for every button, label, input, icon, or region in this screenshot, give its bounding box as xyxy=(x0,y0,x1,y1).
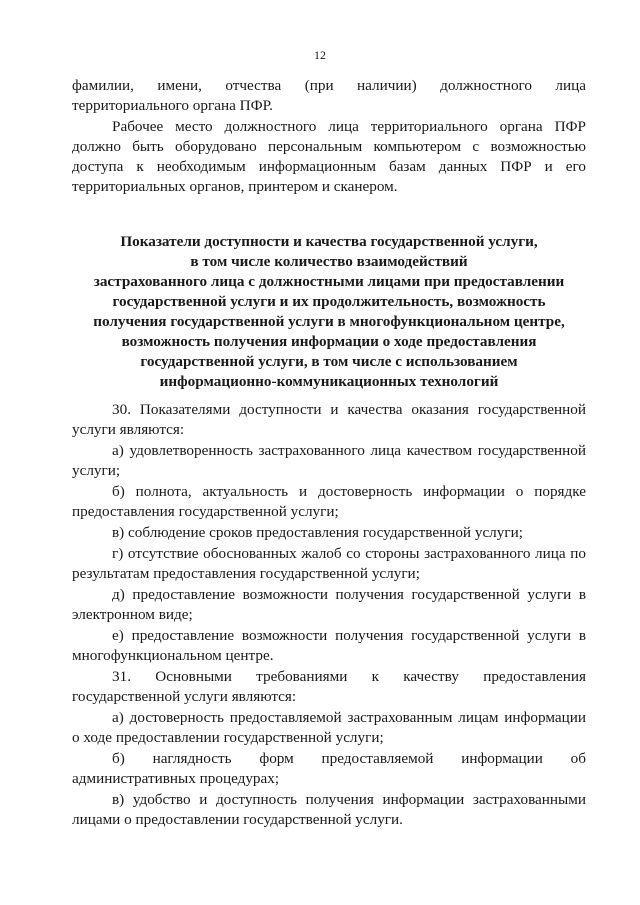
intro-paragraph-1: фамилии, имени, отчества (при наличии) должностного лица территориального органа ПФР. xyxy=(72,77,586,114)
heading-line: получения государственной услуги в многофункциональном центре, xyxy=(93,313,565,330)
heading-line: Показатели доступности и качества государственной услуги, xyxy=(120,233,538,250)
heading-line: государственной услуги и их продолжительность, возможность xyxy=(112,293,546,310)
list-item: а) удовлетворенность застрахованного лица качеством государственной услуги; xyxy=(72,442,586,479)
list-item: б) наглядность форм предоставляемой информации об административных процедурах; xyxy=(72,750,586,787)
intro-paragraph-2: Рабочее место должностного лица территориального органа ПФР должно быть оборудовано персональным компьютером с возможностью доступа к необходимым информационным базам данных ПФР и его территориальных органов, принтером и сканером. xyxy=(72,118,586,195)
list-item: е) предоставление возможности получения государственной услуги в многофункциональном центре. xyxy=(72,627,586,664)
section-heading xyxy=(72,232,586,392)
section-30-intro: 30. Показателями доступности и качества оказания государственной услуги являются: xyxy=(72,401,586,438)
page-number: 12 xyxy=(314,48,326,62)
list-item: г) отсутствие обоснованных жалоб со стороны застрахованного лица по результатам предоставления государственной услуги; xyxy=(72,545,586,582)
heading-line: в том числе количество взаимодействий xyxy=(190,253,468,270)
list-item: в) соблюдение сроков предоставления государственной услуги; xyxy=(112,524,523,541)
list-item: б) полнота, актуальность и достоверность информации о порядке предоставления государственной услуги; xyxy=(72,483,586,520)
heading-line: застрахованного лица с должностными лицами при предоставлении xyxy=(93,273,565,290)
list-item: д) предоставление возможности получения государственной услуги в электронном виде; xyxy=(72,586,586,623)
section-31-intro: 31. Основными требованиями к качеству предоставления государственной услуги являются: xyxy=(72,668,586,705)
list-item: в) удобство и доступность получения информации застрахованными лицами о предоставлении государственной услуги. xyxy=(72,791,586,828)
heading-line: возможность получения информации о ходе предоставления xyxy=(121,333,537,350)
heading-line: государственной услуги, в том числе с использованием xyxy=(140,353,518,370)
intro-block xyxy=(72,76,586,197)
heading-line: информационно-коммуникационных технологий xyxy=(159,373,499,390)
section-30 xyxy=(72,400,586,830)
list-item: а) достоверность предоставляемой застрахованным лицам информации о ходе предоставлении государственной услуги; xyxy=(72,709,586,746)
